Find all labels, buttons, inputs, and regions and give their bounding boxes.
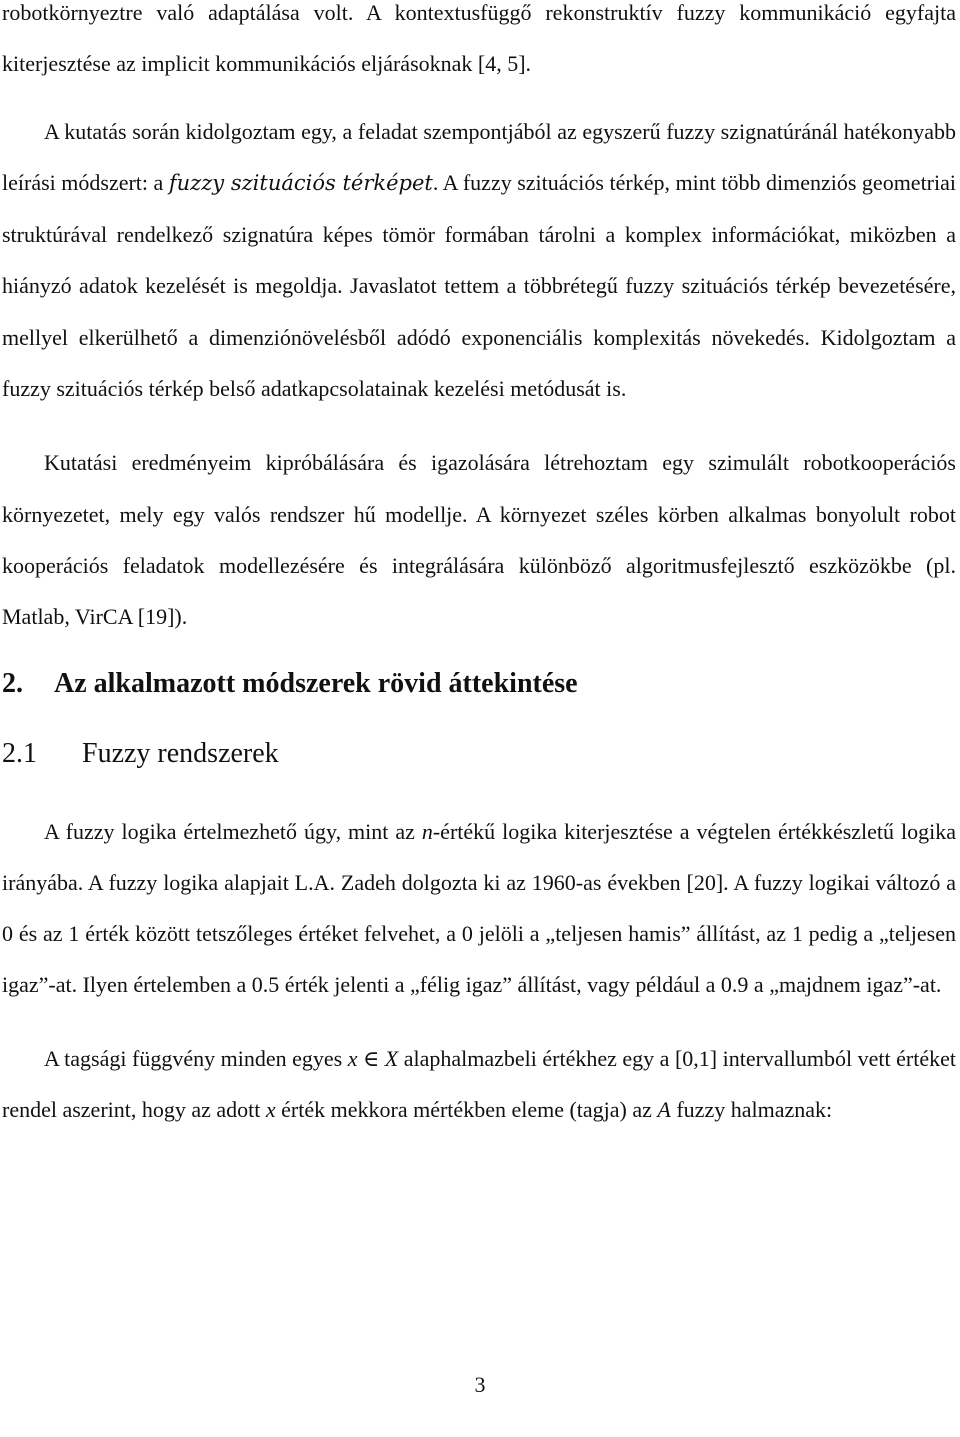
subsection-number: 2.1 bbox=[2, 737, 37, 769]
math-element-of: ∈ bbox=[357, 1045, 385, 1071]
math-x: x bbox=[347, 1045, 358, 1071]
italic-n: n bbox=[421, 818, 433, 844]
section-title: Az alkalmazott módszerek rövid áttekintése bbox=[54, 667, 578, 699]
page-number: 3 bbox=[474, 1372, 486, 1397]
section-heading bbox=[2, 663, 956, 705]
math-X: X bbox=[384, 1045, 399, 1071]
paragraph-text: . A fuzzy szituációs térkép, mint több dimenziós geometriai struktúrával rendelkező szignatúra képes tömör formában tárolni a komplex információkat, miközben a hiányzó adatok kezelését is megoldja. Javaslatot tettem a többrétegű fuzzy szituációs térkép bevezetésére, mellyel elkerülhető a dimenziónövelésből adódó exponenciális komplexitás növekedés. Kidolgoztam a fuzzy szituációs térkép belső adatkapcsolatainak kezelési metódusát is. bbox=[2, 169, 957, 402]
math-x: x bbox=[265, 1097, 276, 1123]
paragraph-text: alaphalmazbeli értékhez egy a [0,1] intervallumból vett értéket rendel aszerint, hogy az adott bbox=[2, 1045, 956, 1123]
paragraph-text: A tagsági függvény minden egyes bbox=[44, 1045, 348, 1071]
paragraph-simulation: Kutatási eredményeim kipróbálására és igazolására létrehoztam egy szimulált robotkooperációs környezetet, mely egy valós rendszer hű modellje. A környezet széles körben alkalmas bonyolult robot kooperációs feladatok modellezésére és integrálására különböző algoritmusfejlesztő eszközökbe (pl. Matlab, VirCA [19]). bbox=[2, 450, 956, 630]
subsection-title: Fuzzy rendszerek bbox=[82, 737, 279, 769]
paragraph-text: A kutatás során kidolgoztam egy, a feladat szempontjából az egyszerű fuzzy szignatúránál hatékonyabb leírási módszert: a bbox=[2, 118, 956, 195]
paragraph-text: érték mekkora mértékben eleme (tagja) az bbox=[275, 1097, 658, 1123]
paragraph-continuation: robotkörnyeztre való adaptálása volt. A kontextusfüggő rekonstruktív fuzzy kommunikáció egyfajta kiterjesztése az implicit kommunikációs eljárásoknak [4, 5]. bbox=[2, 0, 956, 77]
document-page bbox=[2, 0, 956, 1135]
paragraph-text: -értékű logika kiterjesztése a végtelen értékkészletű logika irányába. A fuzzy logika alapjait L.A. Zadeh dolgozta ki az 1960-as években [20]. A fuzzy logikai változó a 0 és az 1 érték között tetszőleges értéket felvehet, a 0 jelöli a „teljesen hamis” állítást, az 1 pedig a „teljesen igaz”-at. Ilyen értelemben a 0.5 érték jelenti a „félig igaz” állítást, vagy például a 0.9 a „majdnem igaz”-at. bbox=[2, 818, 957, 998]
paragraph-text: fuzzy halmaznak: bbox=[670, 1097, 833, 1123]
paragraph-membership-function bbox=[2, 1033, 956, 1136]
paragraph-text: A fuzzy logika értelmezhető úgy, mint az bbox=[44, 818, 422, 844]
math-A: A bbox=[657, 1097, 671, 1123]
paragraph-fuzzy-logic bbox=[2, 806, 956, 1011]
section-number: 2. bbox=[2, 667, 23, 699]
paragraph-fuzzy-situation-map bbox=[2, 106, 956, 415]
subsection-heading bbox=[2, 733, 956, 775]
italic-term: fuzzy szituációs térképet bbox=[168, 170, 433, 195]
